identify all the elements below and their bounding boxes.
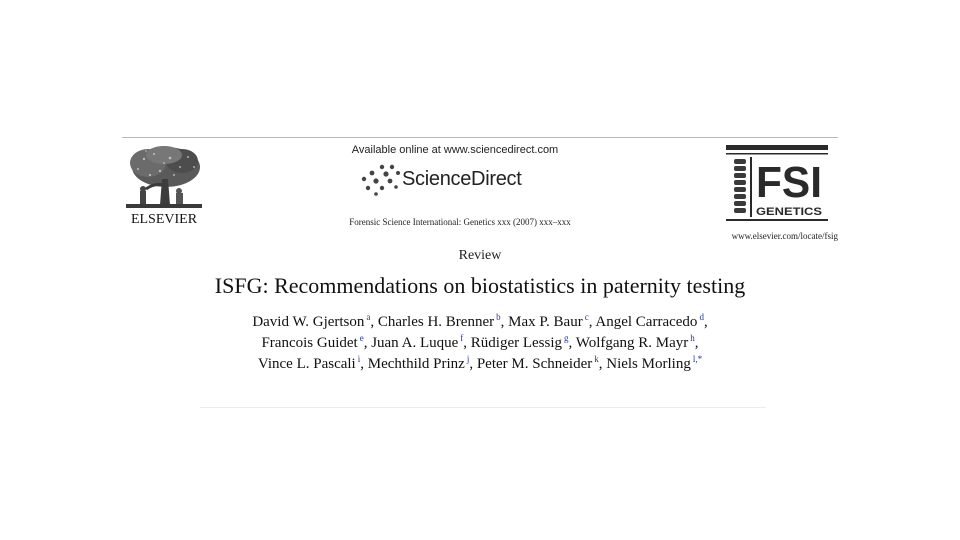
author-line: Francois Guidet $^e$, Juan A. Luque $^f$, Rüdiger Lessig $^g$, Wolfgang R. Mayr $^h$, [261, 333, 699, 351]
author-name: Rüdiger Lessig [470, 335, 563, 351]
header-rule [122, 137, 838, 138]
author-list [150, 312, 810, 375]
fsi-logo-text: FSI [756, 158, 822, 207]
sciencedirect-dots-icon [356, 163, 402, 197]
affiliation-link[interactable]: d [699, 312, 704, 322]
author-name: Niels Morling [606, 356, 691, 372]
author-name: Peter M. Schneider [476, 356, 593, 372]
affiliation-link[interactable]: f [460, 333, 464, 343]
article-type: Review [458, 248, 502, 263]
affiliation-link[interactable]: c [584, 312, 589, 322]
author-name: Mechthild Prinz [367, 356, 465, 372]
author-name: Max P. Baur [508, 314, 583, 330]
author-name: Charles H. Brenner [377, 314, 495, 330]
genetics-logo-text: GENETICS [756, 206, 822, 218]
article-title: ISFG: Recommendations on biostatistics in paternity testing [214, 273, 746, 298]
elsevier-tree-icon [124, 145, 204, 211]
affiliation-link[interactable]: b [496, 312, 501, 322]
affiliation-link[interactable]: l,* [692, 354, 703, 364]
journal-url-link[interactable]: www.elsevier.com/locate/fsig [731, 231, 838, 241]
affiliation-link[interactable]: i [357, 354, 361, 364]
author-line: Vince L. Pascali $^i$, Mechthild Prinz $^j$, Peter M. Schneider $^k$, Niels Morling $^{l,*}$ [257, 354, 703, 372]
journal-citation: Forensic Science International: Genetics xxx (2007) xxx–xxx [349, 217, 571, 227]
fsi-genetics-logo-graphic [726, 145, 828, 223]
author-name: Juan A. Luque [371, 335, 459, 351]
publisher-name: ELSEVIER [130, 212, 198, 227]
affiliation-link[interactable]: e [359, 333, 364, 343]
fsi-genetics-logo[interactable] [726, 145, 828, 223]
sciencedirect-wordmark: ScienceDirect [402, 168, 522, 190]
author-name: Vince L. Pascali [257, 356, 356, 372]
author-name: Francois Guidet [261, 335, 358, 351]
sciencedirect-logo[interactable] [356, 163, 556, 197]
affiliation-link[interactable]: j [466, 354, 470, 364]
available-online-text[interactable]: Available online at www.sciencedirect.com [351, 144, 559, 156]
elsevier-logo[interactable] [124, 145, 204, 231]
affiliation-link[interactable]: a [366, 312, 371, 322]
author-name: Wolfgang R. Mayr [575, 335, 689, 351]
affiliation-link[interactable]: k [594, 354, 599, 364]
author-name: David W. Gjertson [252, 314, 365, 330]
author-name: Angel Carracedo [595, 314, 698, 330]
affiliation-link[interactable]: g [564, 333, 569, 343]
header-bottom-rule [200, 407, 766, 408]
affiliation-link[interactable]: h [690, 333, 695, 343]
author-line: David W. Gjertson $^a$, Charles H. Brenner $^b$, Max P. Baur $^c$, Angel Carracedo $^d$, [252, 312, 708, 330]
